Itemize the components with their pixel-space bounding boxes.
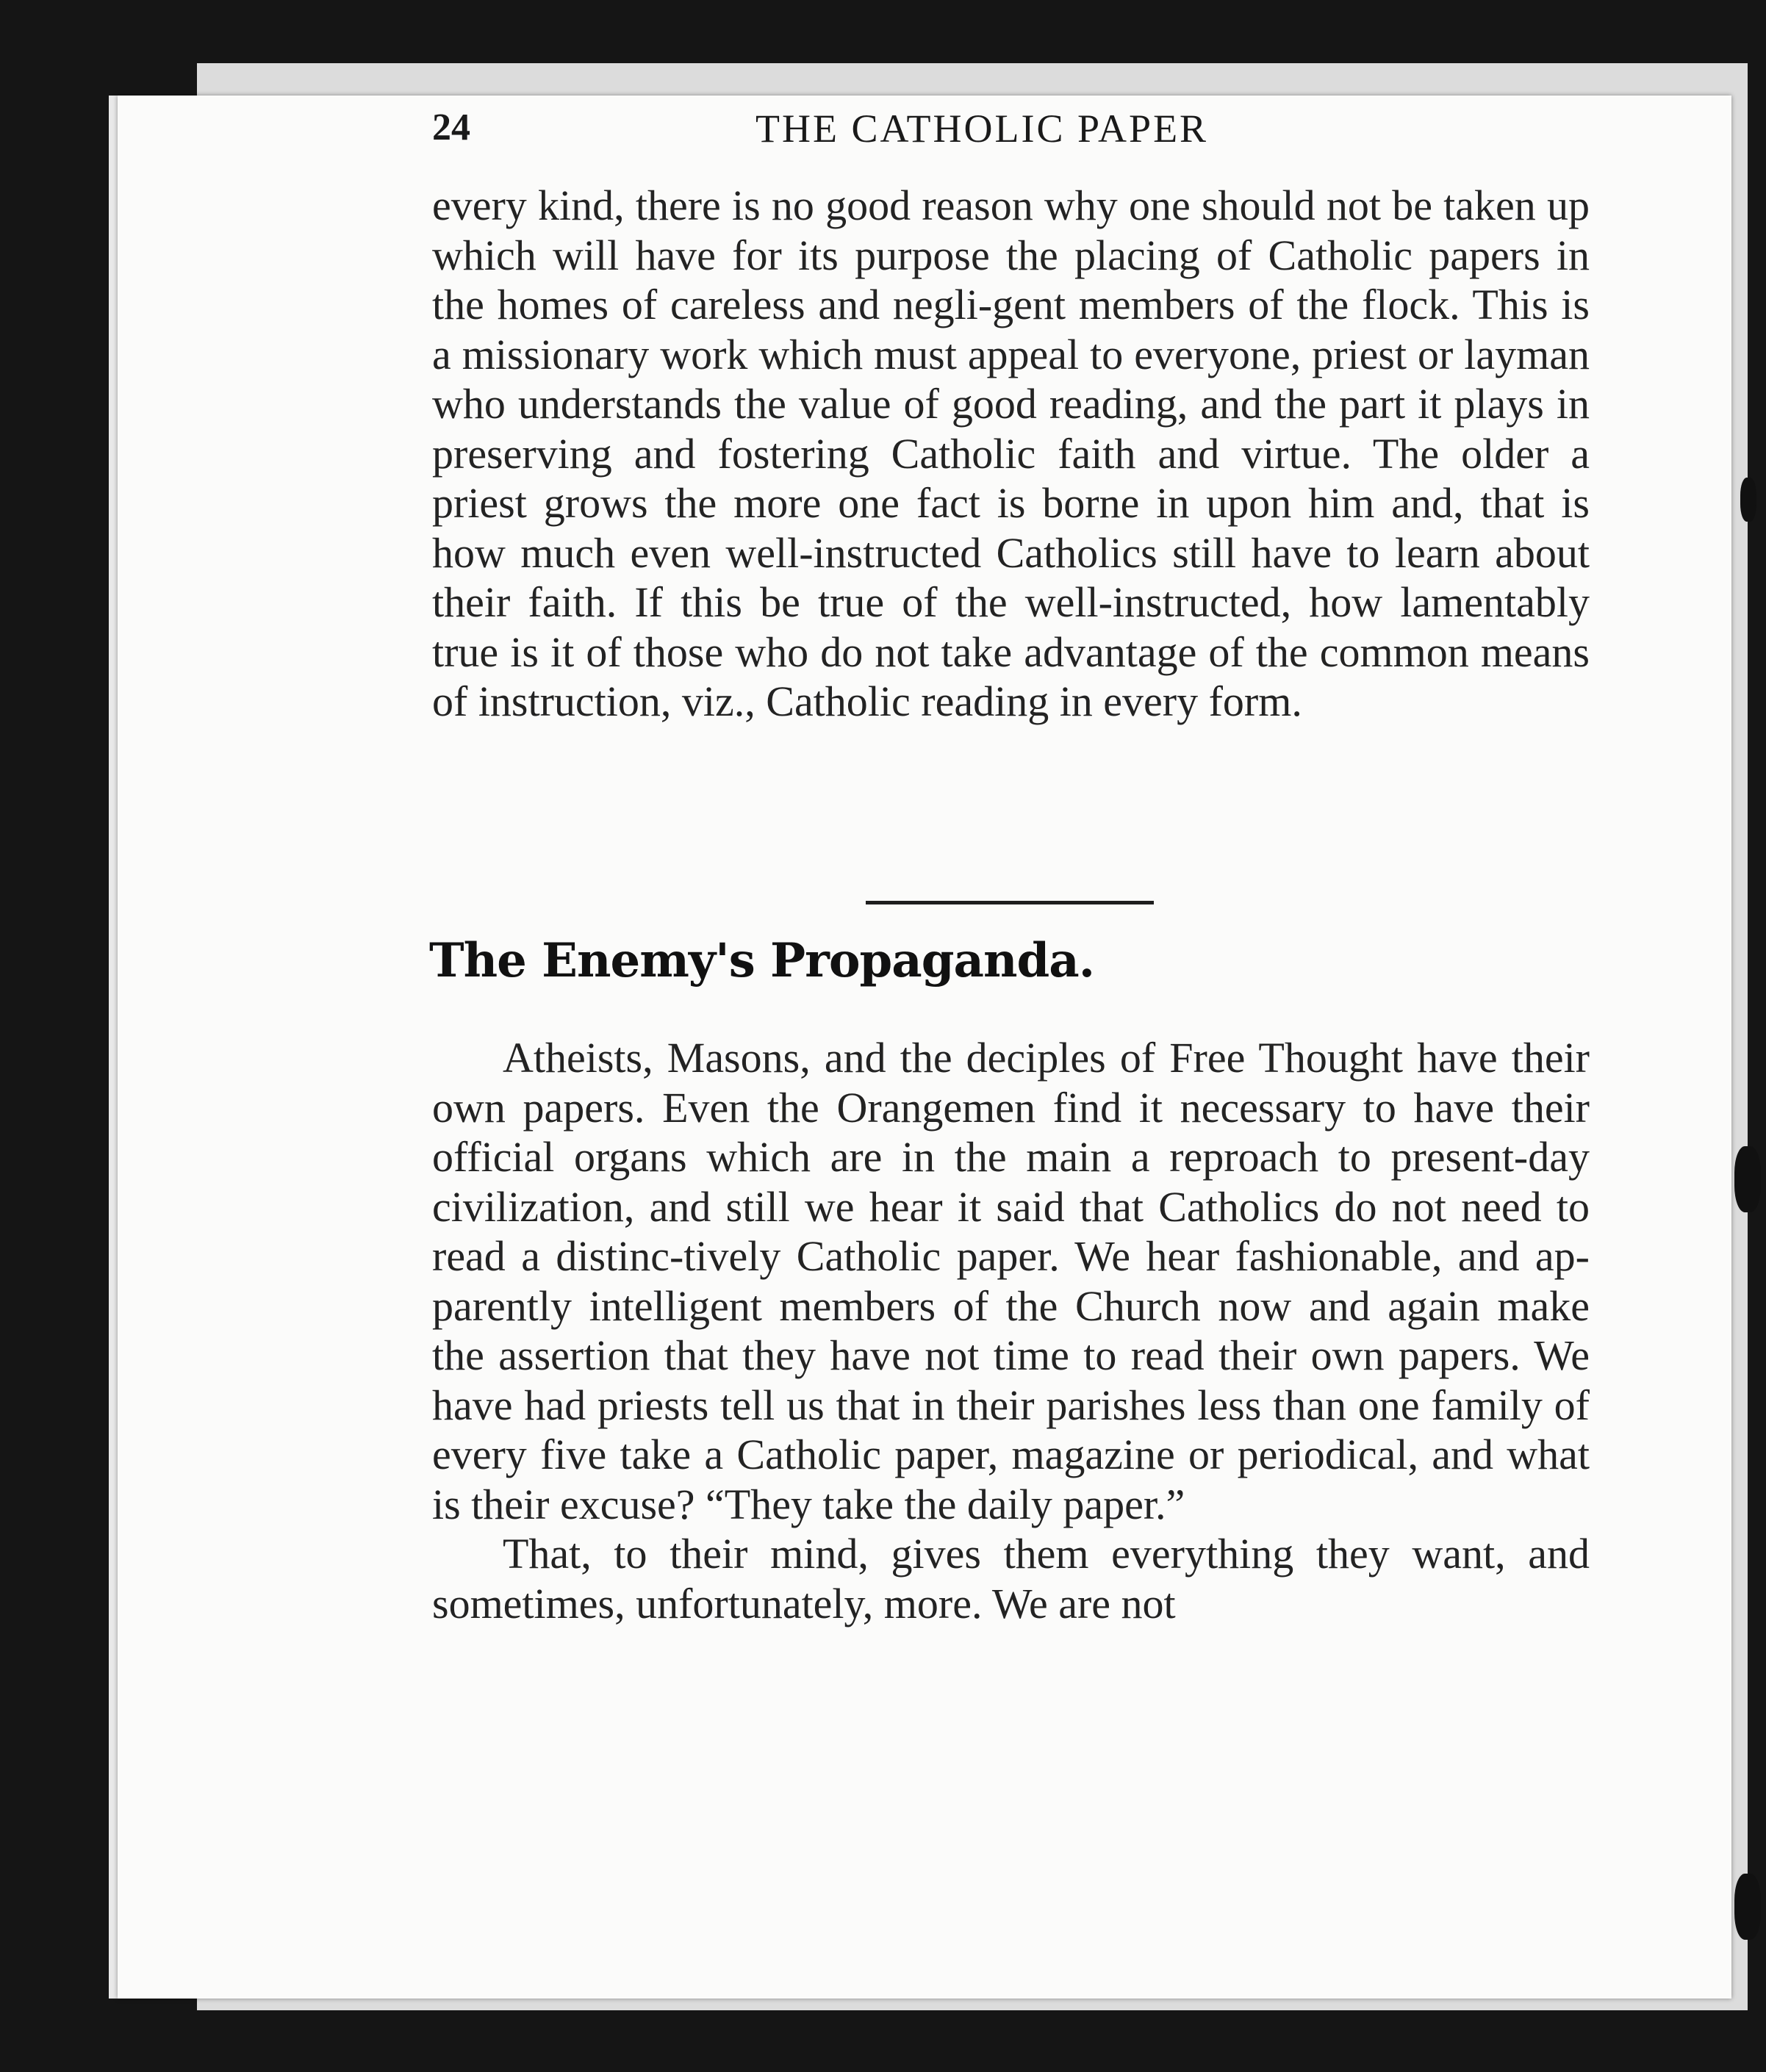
- section-paragraph: That, to their mind, gives them everything they want, and sometimes, unfortunately, more. We are not: [432, 1530, 1590, 1627]
- section-body: [432, 1033, 1590, 1628]
- page-header: [432, 103, 1277, 162]
- page-number: 24: [432, 107, 470, 148]
- continued-paragraph: every kind, there is no good reason why one should not be taken up which will have for its purpose the placing of Catholic papers in the homes of careless and negli-gent members of the flock. This is a missionary work which must appeal to everyone, priest or layman who understands the value of good reading, and the part it plays in preserving and fostering Catholic faith and virtue. The older a priest grows the more one fact is borne in upon him and, that is how much even well-instructed Catholics still have to learn about their faith. If this be true of the well-instructed, how lamentably true is it of those who do not take advantage of the common means of instruction, viz., Catholic reading in every form.: [432, 181, 1590, 725]
- page-edge-mark: [1734, 1146, 1761, 1212]
- page-edge-mark: [1734, 1874, 1761, 1940]
- page-edge-mark: [1740, 478, 1756, 522]
- section-heading: The Enemy's Propaganda.: [429, 933, 1094, 988]
- continued-paragraph-block: [432, 181, 1590, 727]
- running-title: THE CATHOLIC PAPER: [755, 107, 1209, 151]
- section-paragraph: Atheists, Masons, and the deciples of Free Thought have their own papers. Even the Orangemen find it necessary to have their official organs which are in the main a reproach to present-day civilization, and still we hear it said that Catholics do not need to read a distinc-tively Catholic paper. We hear fashionable, and ap-parently intelligent members of the Church now and again make the assertion that they have not time to read their own papers. We have had priests tell us that in their parishes less than one family of every five take a Catholic paper, magazine or periodical, and what is their excuse? “They take the daily paper.”: [432, 1034, 1590, 1528]
- section-divider: [866, 901, 1154, 904]
